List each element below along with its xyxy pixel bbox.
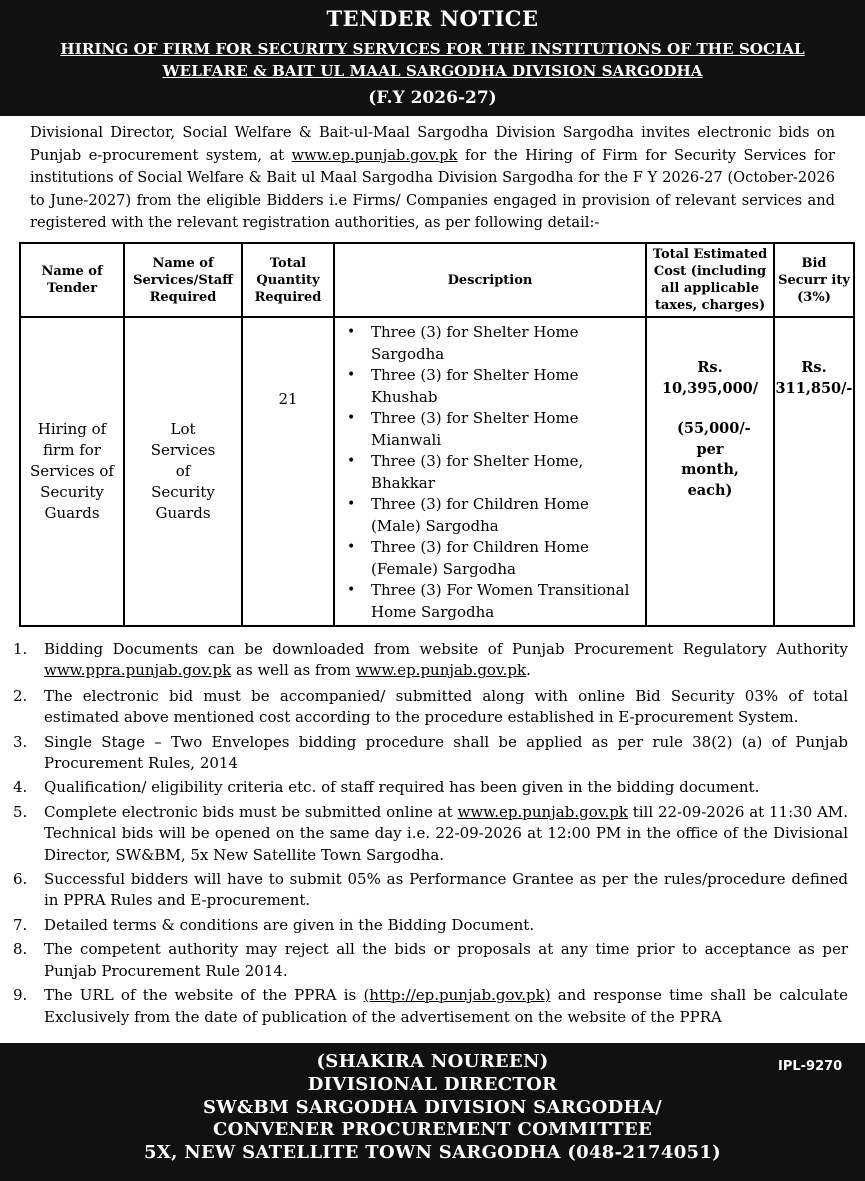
ipl-reference-code: IPL-9270 [778, 1059, 843, 1074]
term-text: as well as from [231, 661, 356, 680]
ep-url-link[interactable]: www.ep.punjab.gov.pk [457, 802, 628, 821]
header-cost: Total Estimated Cost (including all applicable taxes, charges) [646, 243, 774, 317]
list-item: • Three (3) for Shelter Home Sargodha [345, 322, 637, 365]
term-text: . [526, 661, 531, 680]
cost-note: (55,000/- per month, each) [677, 420, 751, 499]
header-services: Name of Services/Staff Required [124, 243, 242, 317]
header-name-of-tender: Name of Tender [20, 243, 124, 317]
term-text: The electronic bid must be accompanied/ submitted along with online Bid Security 03% of total estimated above mentioned cost according to the procedure established in E-procurement System. [44, 686, 848, 727]
term-text: Bidding Documents can be downloaded from website of Punjab Procurement Regulatory Authority [44, 640, 848, 658]
table-header-row [20, 243, 854, 317]
notice-header [0, 0, 865, 116]
term-text: Detailed terms & conditions are given in the Bidding Document. [44, 915, 535, 934]
signatory-address: 5X, NEW SATELLITE TOWN SARGODHA (048-2174051) [144, 1142, 721, 1164]
tender-name-text: Hiring of firm for Services of Security Guards [30, 420, 114, 522]
cell-description [334, 317, 646, 626]
description-list [345, 322, 637, 623]
cell-quantity: 21 [242, 317, 334, 626]
term-item-5 [10, 802, 848, 866]
signatory-designation: DIVISIONAL DIRECTOR [307, 1073, 558, 1095]
term-number: 4. [13, 778, 28, 797]
cell-tender-name [20, 317, 124, 626]
ep-url-link[interactable]: www.ep.punjab.gov.pk [355, 661, 527, 680]
term-item-1 [10, 639, 848, 682]
list-item: • Three (3) For Women Transitional Home Sargodha [345, 580, 637, 623]
signatory-committee: CONVENER PROCUREMENT COMMITTEE [212, 1119, 653, 1141]
term-number: 6. [13, 870, 28, 889]
cost-label: Rs. [697, 359, 723, 376]
header-bid-security: Bid Securr ity (3%) [774, 243, 854, 317]
signatory-name: (SHAKIRA NOUREEN) [316, 1051, 549, 1072]
term-item-3 [10, 732, 848, 775]
term-number: 9. [13, 986, 28, 1005]
term-item-9 [10, 985, 848, 1028]
intro-url-link[interactable]: www.ep.punjab.gov.pk [291, 146, 458, 164]
subtitle-line-1: HIRING OF FIRM FOR SECURITY SERVICES FOR THE INSTITUTIONS OF THE SOCIAL [60, 40, 805, 58]
signatory-office: SW&BM SARGODHA DIVISION SARGODHA/ [203, 1096, 662, 1118]
term-item-6 [10, 869, 848, 912]
notice-subtitle [10, 38, 855, 82]
term-number: 7. [13, 915, 28, 934]
term-number: 3. [13, 732, 28, 751]
list-item: • Three (3) for Children Home (Male) Sargodha [345, 494, 637, 537]
table-row [20, 317, 854, 626]
security-label: Rs. [801, 359, 827, 376]
term-text: Single Stage – Two Envelopes bidding procedure shall be applied as per rule 38(2) (a) of Punjab Procurement Rules, 2014 [44, 732, 848, 773]
signature-block [0, 1043, 865, 1181]
notice-title: TENDER NOTICE [326, 6, 539, 31]
term-item-4 [10, 777, 848, 798]
header-description: Description [334, 243, 646, 317]
list-item: • Three (3) for Shelter Home Mianwali [345, 408, 637, 451]
term-item-2 [10, 686, 848, 729]
intro-paragraph [30, 122, 835, 235]
term-item-8 [10, 939, 848, 982]
cost-value: 10,395,000/ [661, 379, 759, 397]
header-quantity: Total Quantity Required [242, 243, 334, 317]
services-text: Lot Services of Security Guards [150, 420, 216, 522]
term-text: Qualification/ eligibility criteria etc. of staff required has been given in the bidding document. [44, 778, 760, 797]
terms-list [10, 639, 848, 1028]
term-text: The competent authority may reject all the bids or proposals at any time prior to acceptance as per Punjab Procurement Rule 2014. [44, 940, 848, 980]
cell-estimated-cost [646, 317, 774, 626]
signatory-details [0, 1051, 865, 1165]
term-text: The URL of the website of the PPRA is [44, 986, 364, 1005]
list-item: • Three (3) for Children Home (Female) Sargodha [345, 537, 637, 580]
tender-table [19, 242, 855, 627]
term-text: Complete electronic bids must be submitted online at [44, 802, 458, 821]
term-number: 8. [13, 940, 28, 959]
term-text: and response time shall be calculate Exclusively from the date of publication of the advertisement on the website of the PPRA [44, 986, 848, 1026]
term-number: 2. [13, 686, 28, 705]
intro-text-1: Divisional Director, Social Welfare & Bait-ul-Maal Sargodha Division Sargodha invites electronic bids on Punjab e-procurement system, at [30, 124, 835, 164]
list-item: • Three (3) for Shelter Home Khushab [345, 365, 637, 408]
term-item-7 [10, 915, 848, 936]
ppra-website-link[interactable]: (http://ep.punjab.gov.pk) [363, 986, 551, 1005]
list-item: • Three (3) for Shelter Home, Bhakkar [345, 451, 637, 494]
cell-bid-security [774, 317, 854, 626]
ppra-url-link[interactable]: www.ppra.punjab.gov.pk [44, 661, 232, 680]
security-value: 311,850/- [775, 379, 853, 397]
term-number: 1. [13, 640, 28, 658]
term-text: till 22-09-2026 at 11:30 AM. Technical bids will be opened on the same day i.e. 22-09-2026 at 12:00 PM in the office of the Divisional Director, SW&BM, 5x New Satellite Town Sargodha. [44, 802, 848, 864]
intro-text-2: for the Hiring of Firm for Security Services for institutions of Social Welfare & Bait ul Maal Sargodha Division Sargodha for the F Y 2026-27 (October-2026 to June-2027) from the eligible Bidders i.e Firms/ Companies engaged in provision of relevant services and registered with the relevant registration authorities, as per following detail:- [30, 146, 835, 231]
term-number: 5. [13, 802, 28, 821]
term-text: Successful bidders will have to submit 05% as Performance Grantee as per the rules/procedure defined in PPRA Rules and E-procurement. [44, 870, 848, 910]
subtitle-line-2: WELFARE & BAIT UL MAAL SARGODHA DIVISION SARGODHA [162, 62, 703, 80]
fiscal-year: (F.Y 2026-27) [368, 88, 497, 108]
cell-services [124, 317, 242, 626]
